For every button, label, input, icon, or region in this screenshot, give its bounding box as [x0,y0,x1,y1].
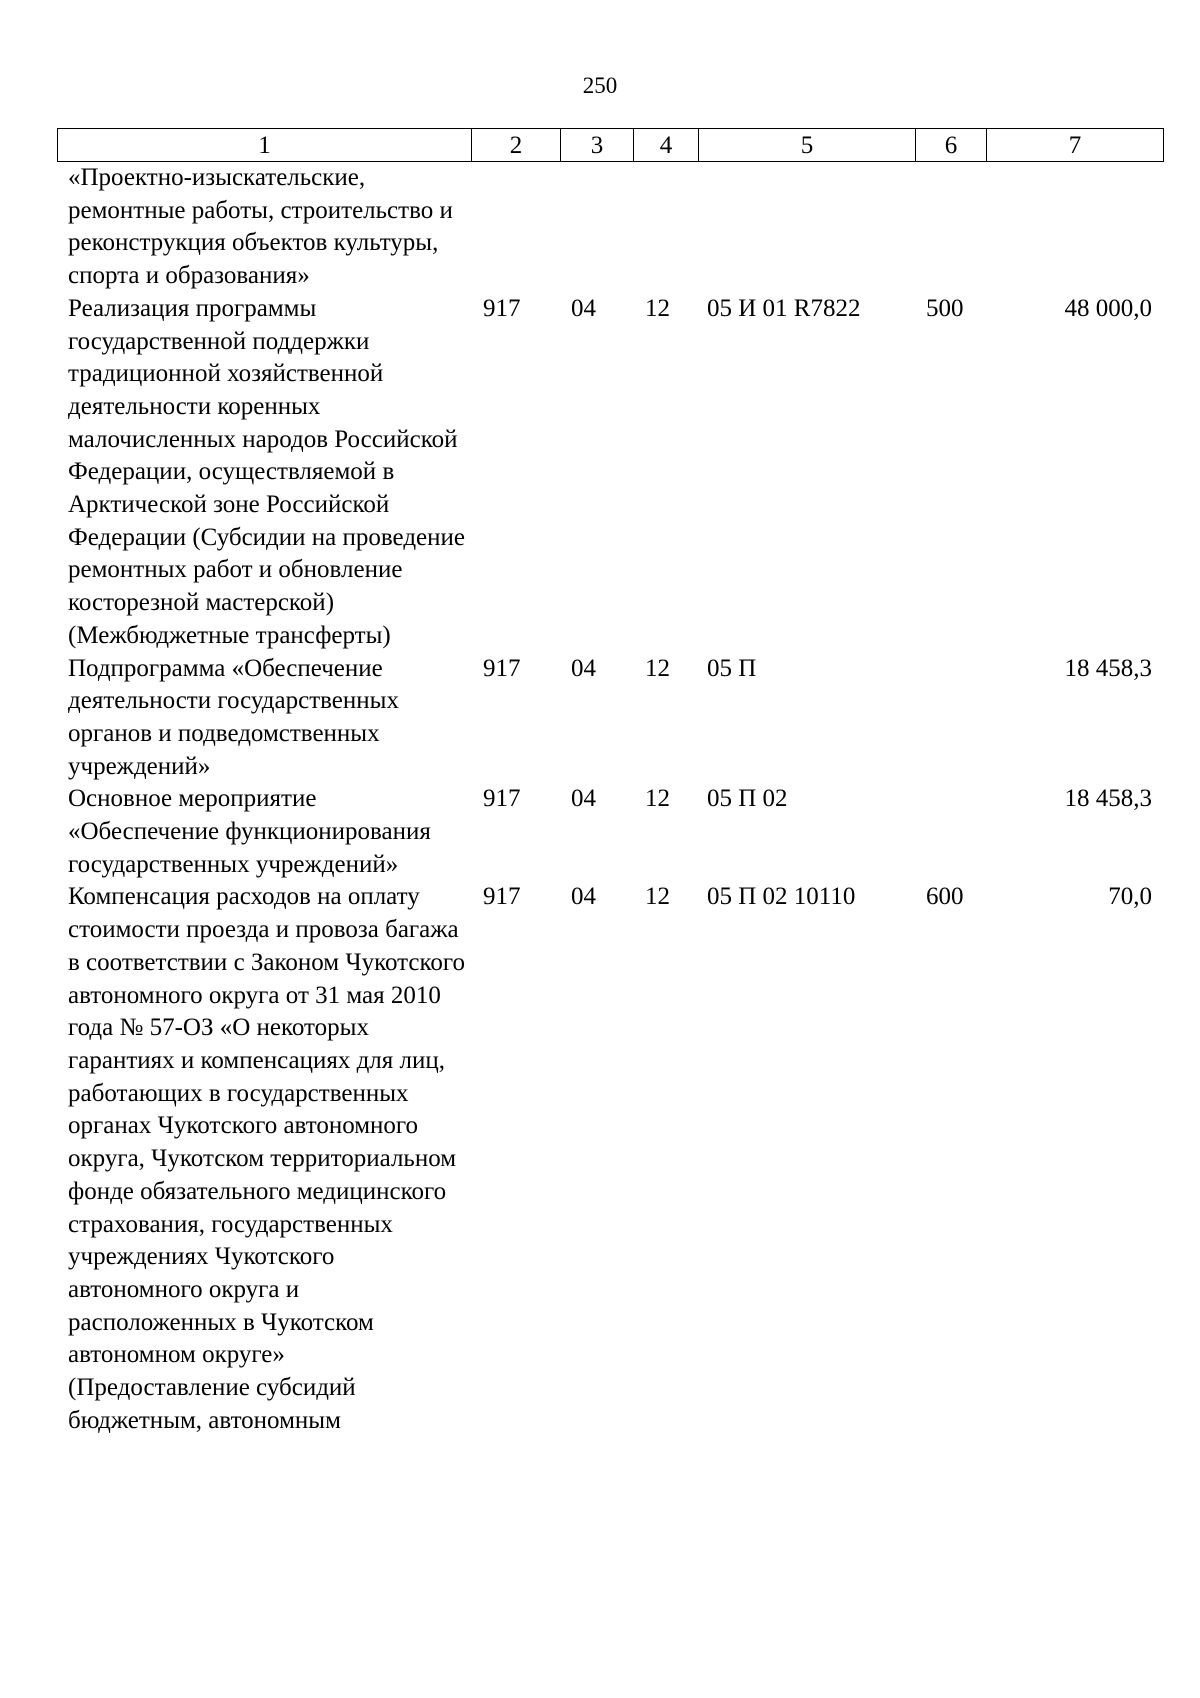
header-row [58,129,1164,162]
header-col-1: 1 [58,129,472,162]
row-col-3: 04 [571,785,596,813]
header-col-2: 2 [472,129,561,162]
table-header [57,128,1164,162]
row-col-4: 12 [645,654,670,682]
row-col-2: 917 [483,785,521,813]
row-col-3: 04 [571,294,596,322]
row-col-2: 917 [483,294,521,322]
row-col-5: 05 П [707,654,757,682]
row-col-5 [698,162,915,293]
table-row [57,881,1163,1437]
row-name: Реализация программы государственной поддержки традиционной хозяйственной деятельности коренных малочисленных народов Российской Федерации, осуществляемой в Арктической зоне Российской Федерации (Субсидии на проведение ремонтных работ и обновление косторезной мастерской) (Межбюджетные трансферты) [68,294,465,649]
row-col-3: 04 [571,654,596,682]
header-col-7: 7 [987,129,1164,162]
row-col-3 [560,162,633,293]
row-col-7: 18 458,3 [1064,654,1152,682]
row-col-2 [471,162,560,293]
row-col-4: 12 [645,785,670,813]
table-row [57,162,1163,293]
row-col-2: 917 [483,654,521,682]
row-col-4: 12 [645,883,670,911]
table-row [57,783,1163,881]
page-number: 250 [582,73,618,98]
header-col-6: 6 [916,129,987,162]
header-col-3: 3 [561,129,634,162]
row-col-6 [915,783,986,881]
row-name: Основное мероприятие «Обеспечение функционирования государственных учреждений» [68,785,431,878]
row-name: «Проектно-изыскательские, ремонтные работы, строительство и реконструкция объектов культуры, спорта и образования» [68,164,453,290]
row-col-6: 500 [926,294,964,322]
row-col-2: 917 [483,883,521,911]
row-col-6 [915,653,986,784]
row-col-5: 05 П 02 10110 [707,883,856,911]
budget-table-body [57,162,1163,1437]
row-col-6: 600 [926,883,964,911]
row-col-4: 12 [645,294,670,322]
header-col-4: 4 [634,129,699,162]
row-name: Подпрограмма «Обеспечение деятельности государственных органов и подведомственных учреждений» [68,654,399,780]
row-col-5: 05 П 02 [707,785,788,813]
table-row [57,653,1163,784]
table-row [57,293,1163,653]
row-col-4 [633,162,698,293]
row-name: Компенсация расходов на оплату стоимости проезда и провоза багажа в соответствии с Законом Чукотского автономного округа от 31 мая 2010 года № 57-ОЗ «О некоторых гарантиях и компенсациях для лиц, работающих в государственных органах Чукотского автономного округа, Чукотском территориальном фонде обязательного медицинского страхования, государственных учреждениях Чукотского автономного округа и расположенных в Чукотском автономном округе» (Предоставление субсидий бюджетным, автономным [68,883,466,1434]
row-col-5: 05 И 01 R7822 [707,294,861,322]
header-col-5: 5 [699,129,916,162]
row-col-7: 18 458,3 [1064,785,1152,813]
row-col-7: 48 000,0 [1064,294,1152,322]
row-col-3: 04 [571,883,596,911]
row-col-7: 70,0 [1108,883,1152,911]
row-col-7 [986,162,1163,293]
row-col-6 [915,162,986,293]
